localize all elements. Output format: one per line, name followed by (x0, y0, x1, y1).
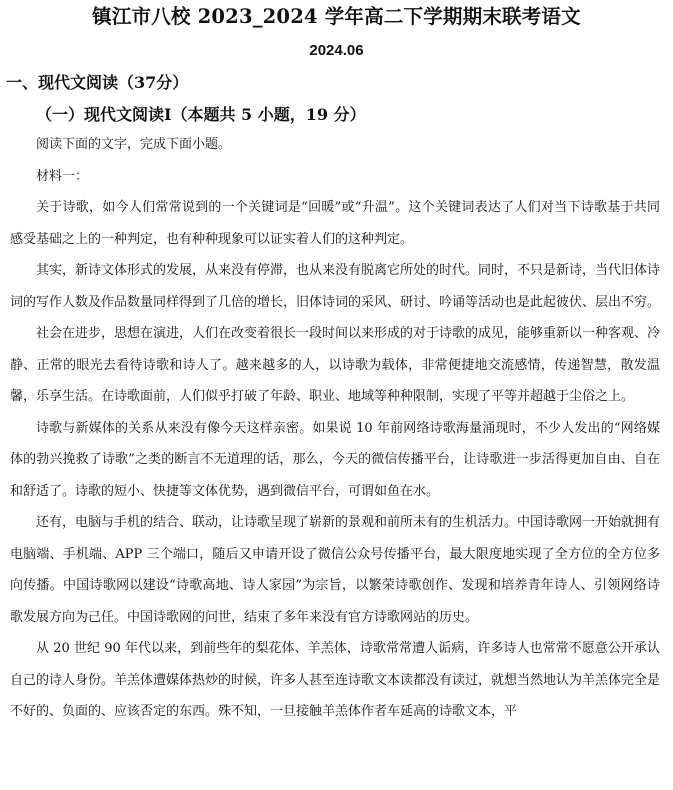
passage-paragraph: 诗歌与新媒体的关系从来没有像今天这样亲密。如果说 10 年前网络诗歌海量涌现时，不少人发出的“网络媒体的勃兴挽救了诗歌”之类的断言不无道理的话，那么，今天的微信传播平台，让诗歌进一步活得更加自由、自在和舒适了。诗歌的短小、快捷等文体优势，遇到微信平台，可谓如鱼在水。 (10, 420, 660, 499)
section-heading: 一、现代文阅读（37分） (6, 73, 189, 92)
sub-section-heading: （一）现代文阅读Ⅰ（本题共 5 小题，19 分） (36, 105, 366, 124)
reading-instruction: 阅读下面的文字，完成下面小题。 (36, 137, 232, 152)
passage-paragraph: 社会在进步，思想在演进，人们在改变着很长一段时间以来形成的对于诗歌的成见，能够重新以一种客观、冷静、正常的眼光去看待诗歌和诗人了。越来越多的人，以诗歌为载体，非常便捷地交流感情，传递智慧，散发温馨，乐享生活。在诗歌面前，人们似乎打破了年龄、职业、地域等种种限制，实现了平等并超越于尘俗之上。 (10, 326, 661, 404)
document-date: 2024.06 (309, 42, 364, 59)
passage-paragraph: 从 20 世纪 90 年代以来，到前些年的梨花体、羊羔体，诗歌常常遭人诟病，许多诗人也常常不愿意公开承认自己的诗人身份。羊羔体遭媒体热炒的时候，许多人甚至连诗歌文本读都没有读过，就想当然地认为羊羔体完全是不好的、负面的、应该否定的东西。殊不知，一旦接触羊羔体作者车延高的诗歌文本，平 (10, 641, 661, 719)
document-title: 镇江市八校 2023_2024 学年高二下学期期末联考语文 (92, 5, 581, 28)
passage-paragraph: 还有，电脑与手机的结合、联动，让诗歌呈现了崭新的景观和前所未有的生机活力。中国诗歌网一开始就拥有电脑端、手机端、APP 三个端口，随后又申请开设了微信公众号传播平台，最大限度地实现了全方位的全方位多向传播。中国诗歌网以建设“诗歌高地、诗人家园”为宗旨，以繁荣诗歌创作、发现和培养青年诗人、引领网络诗歌发展方向为己任。中国诗歌网的问世，结束了多年来没有官方诗歌网站的历史。 (10, 515, 661, 625)
material-label: 材料一： (36, 169, 89, 184)
passage-paragraph: 关于诗歌，如今人们常常说到的一个关键词是“回暖”或“升温”。这个关键词表达了人们对当下诗歌基于共同感受基础之上的一种判定，也有种种现象可以证实着人们的这种判定。 (10, 200, 660, 247)
passage-paragraph: 其实，新诗文体形式的发展，从来没有停滞，也从来没有脱离它所处的时代。同时，不只是新诗，当代旧体诗词的写作人数及作品数量同样得到了几倍的增长，旧体诗词的采风、研讨、吟诵等活动也是此起彼伏、层出不穷。 (10, 263, 661, 310)
passage-body (10, 192, 660, 728)
